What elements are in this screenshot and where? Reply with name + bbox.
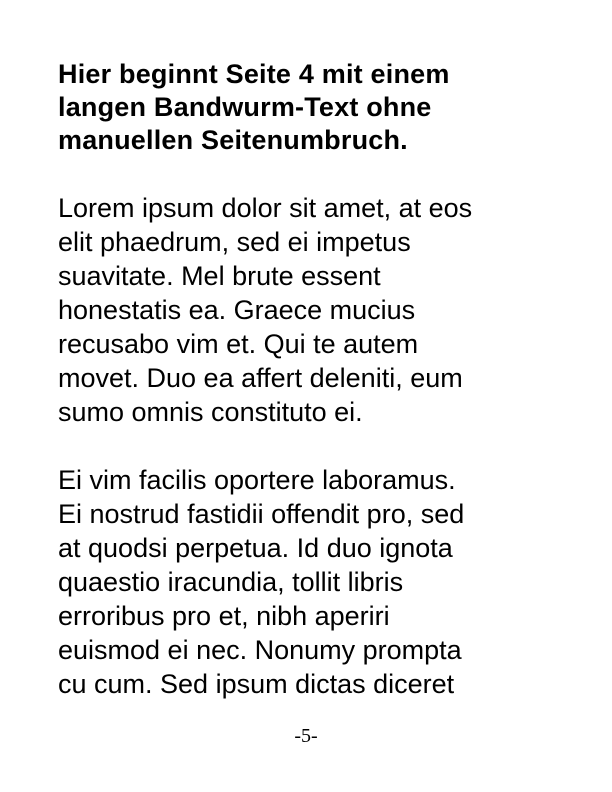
paragraph-spacer [58,157,568,191]
page-content [58,58,568,701]
text-line: cu cum. Sed ipsum dictas diceret [58,669,455,699]
text-line: sumo omnis constituto ei. [58,397,363,427]
text-line: euismod ei nec. Nonumy prompta [58,635,462,665]
heading-line: manuellen Seitenumbruch. [58,125,408,155]
heading-line: langen Bandwurm-Text ohne [58,92,432,122]
page-number: -5- [294,725,318,747]
text-line: Ei nostrud fastidii offendit pro, sed [58,499,465,529]
text-line: Ei vim facilis oportere laboramus. [58,465,456,495]
paragraph-spacer [58,429,568,463]
text-line: movet. Duo ea affert deleniti, eum [58,363,463,393]
text-line: Lorem ipsum dolor sit amet, at eos [58,193,473,223]
body-paragraph-1 [58,191,568,429]
text-line: recusabo vim et. Qui te autem [58,329,419,359]
text-line: at quodsi perpetua. Id duo ignota [58,533,453,563]
text-line: suavitate. Mel brute essent [58,261,381,291]
text-line: erroribus pro et, nibh aperiri [58,601,390,631]
text-line: elit phaedrum, sed ei impetus [58,227,411,257]
text-line: quaestio iracundia, tollit libris [58,567,404,597]
body-paragraph-2 [58,463,568,701]
page-heading [58,58,568,157]
text-line: honestatis ea. Graece mucius [58,295,416,325]
heading-line: Hier beginnt Seite 4 mit einem [58,59,450,89]
